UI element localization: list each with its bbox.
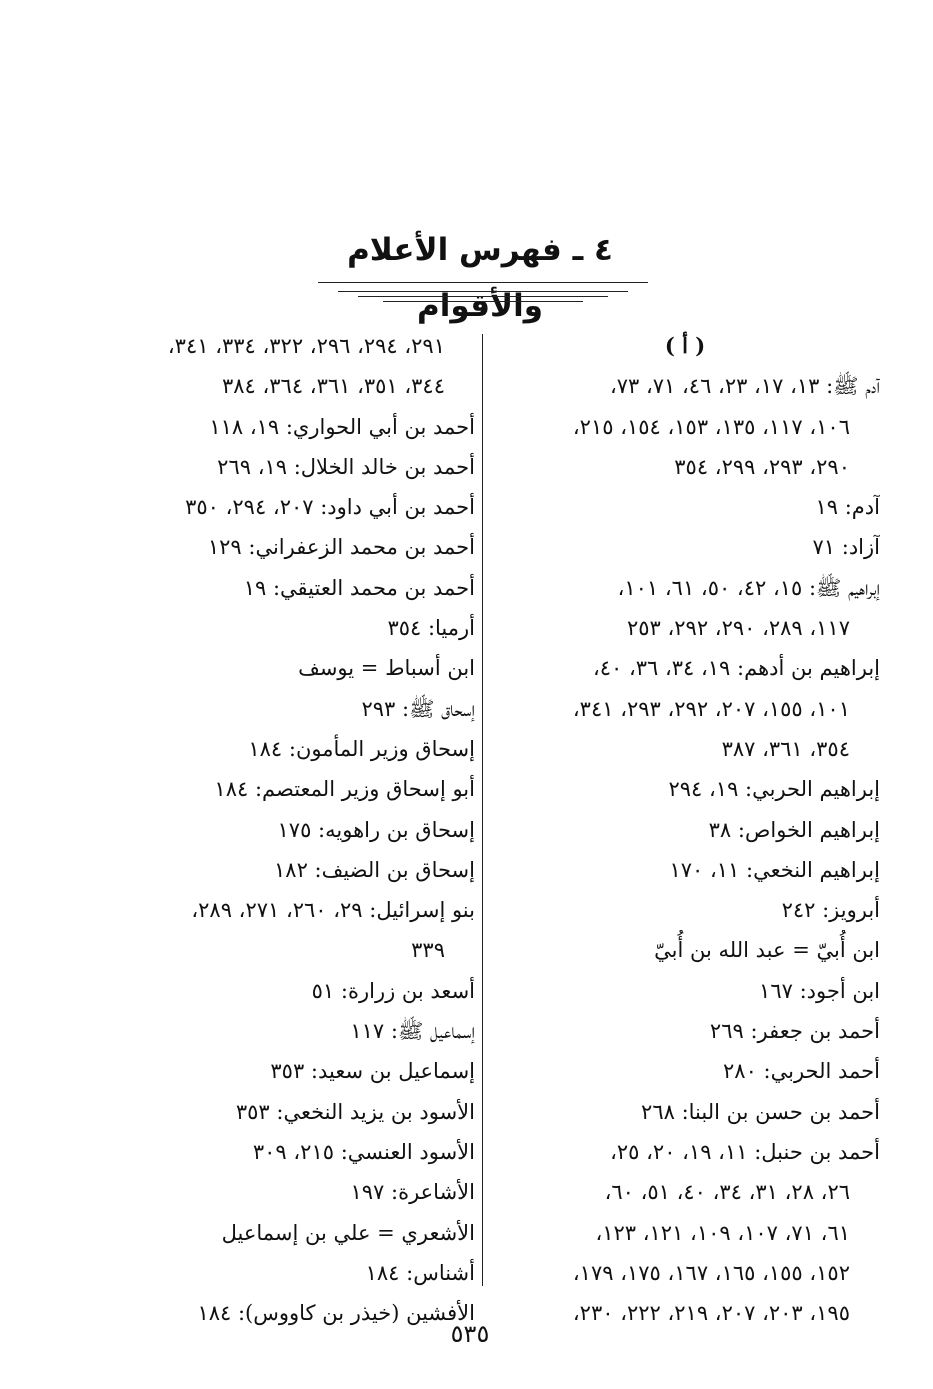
index-column-left: [78, 326, 475, 1333]
index-entry: ( أ ): [664, 333, 706, 358]
index-entry: الأفشين (خيذر بن كاووس): ١٨٤: [197, 1301, 475, 1326]
index-entry: الأشعري = علي بن إسماعيل: [221, 1220, 475, 1245]
index-entry: أحمد بن محمد العتيقي: ١٩: [243, 575, 475, 600]
index-entry: ١٠١، ١٥٥، ٢٠٧، ٢٩٢، ٢٩٣، ٣٤١،: [572, 696, 850, 721]
index-entry: أحمد بن حنبل: ١١، ١٩، ٢٠، ٢٥،: [610, 1139, 880, 1164]
index-entry: ٣٤٤، ٣٥١، ٣٦١، ٣٦٤، ٣٨٤: [221, 374, 445, 399]
title-area: [300, 222, 660, 322]
page-title: ٤ ـ فهرس الأعلام والأقوام: [347, 232, 613, 324]
index-entry: إسماعيل بن سعيد: ٣٥٣: [270, 1059, 475, 1084]
index-entry: إسحاق ﷺ: ٢٩٣: [361, 696, 475, 721]
index-entry: ١٠٦، ١١٧، ١٣٥، ١٥٣، ١٥٤، ٢١٥،: [572, 414, 850, 439]
index-entry: إبراهيم ﷺ: ١٥، ٤٢، ٥٠، ٦١، ١٠١،: [617, 575, 880, 600]
page-number: ٥٣٥: [450, 1320, 490, 1348]
index-entry: إسحاق وزير المأمون: ١٨٤: [248, 736, 475, 761]
index-entry: الأشاعرة: ١٩٧: [350, 1180, 475, 1205]
index-entry: إسحاق بن الضيف: ١٨٢: [274, 857, 475, 882]
index-entry: بنو إسرائيل: ٢٩، ٢٦٠، ٢٧١، ٢٨٩،: [191, 898, 475, 923]
index-entry: الأسود العنسي: ٢١٥، ٣٠٩: [252, 1139, 475, 1164]
index-entry: أحمد بن أبي الحواري: ١٩، ١١٨: [209, 414, 475, 439]
index-entry: آدم: ١٩: [815, 495, 880, 520]
title-rule: [358, 296, 608, 297]
index-entry: إبراهيم النخعي: ١١، ١٧٠: [669, 857, 880, 882]
column-divider: [482, 334, 483, 1286]
index-entry: ١٩٥، ٢٠٣، ٢٠٧، ٢١٩، ٢٢٢، ٢٣٠،: [572, 1301, 850, 1326]
index-entry: ٦١، ٧١، ١٠٧، ١٠٩، ١٢١، ١٢٣،: [595, 1220, 850, 1245]
index-entry: إبراهيم الحربي: ١٩، ٢٩٤: [668, 777, 880, 802]
index-entry: ابن أُبيّ = عبد الله بن أُبيّ: [654, 938, 880, 963]
index-entry: أبو إسحاق وزير المعتصم: ١٨٤: [214, 777, 475, 802]
index-entry: ابن أجود: ١٦٧: [759, 978, 880, 1003]
index-entry: أحمد بن أبي داود: ٢٠٧، ٢٩٤، ٣٥٠: [185, 495, 475, 520]
index-entry: إسماعيل ﷺ: ١١٧: [350, 1019, 475, 1044]
index-entry: ٢٦، ٢٨، ٣١، ٣٤، ٤٠، ٥١، ٦٠،: [604, 1180, 850, 1205]
index-entry: أحمد بن محمد الزعفراني: ١٢٩: [207, 535, 475, 560]
index-entry: أرميا: ٣٥٤: [387, 616, 475, 641]
index-entry: إبراهيم الخواص: ٣٨: [708, 817, 880, 842]
title-ornament-rules: [318, 282, 648, 302]
index-entry: الأسود بن يزيد النخعي: ٣٥٣: [235, 1099, 475, 1124]
index-entry: أبرويز: ٢٤٢: [781, 898, 880, 923]
index-entry: أشناس: ١٨٤: [365, 1260, 475, 1285]
index-entry: إسحاق بن راهويه: ١٧٥: [277, 817, 475, 842]
index-entry: ٢٩٠، ٢٩٣، ٢٩٩، ٣٥٤: [674, 454, 850, 479]
index-entry: أحمد بن جعفر: ٢٦٩: [709, 1019, 880, 1044]
index-entry: ١١٧، ٢٨٩، ٢٩٠، ٢٩٢، ٢٥٣: [626, 616, 850, 641]
index-entry: آدم ﷺ: ١٣، ١٧، ٢٣، ٤٦، ٧١، ٧٣،: [609, 374, 880, 399]
index-entry: أسعد بن زرارة: ٥١: [311, 978, 475, 1003]
index-entry: أحمد بن خالد الخلال: ١٩، ٢٦٩: [217, 454, 475, 479]
title-rule: [383, 301, 583, 302]
index-entry: أحمد بن حسن بن البنا: ٢٦٨: [641, 1099, 880, 1124]
index-entry: أحمد الحربي: ٢٨٠: [723, 1059, 880, 1084]
index-entry: آزاد: ٧١: [812, 535, 880, 560]
index-entry: ٣٥٤، ٣٦١، ٣٨٧: [721, 736, 850, 761]
index-entry: ١٥٢، ١٥٥، ١٦٥، ١٦٧، ١٧٥، ١٧٩،: [572, 1260, 850, 1285]
index-entry: إبراهيم بن أدهم: ١٩، ٣٤، ٣٦، ٤٠،: [592, 656, 880, 681]
index-column-right: [490, 326, 880, 1333]
index-entry: ٣٣٩: [411, 938, 445, 963]
index-entry: ٢٩١، ٢٩٤، ٢٩٦، ٣٢٢، ٣٣٤، ٣٤١،: [167, 334, 445, 358]
index-entry: ابن أسباط = يوسف: [298, 656, 475, 681]
title-rule: [338, 291, 628, 292]
title-rule: [318, 282, 648, 283]
